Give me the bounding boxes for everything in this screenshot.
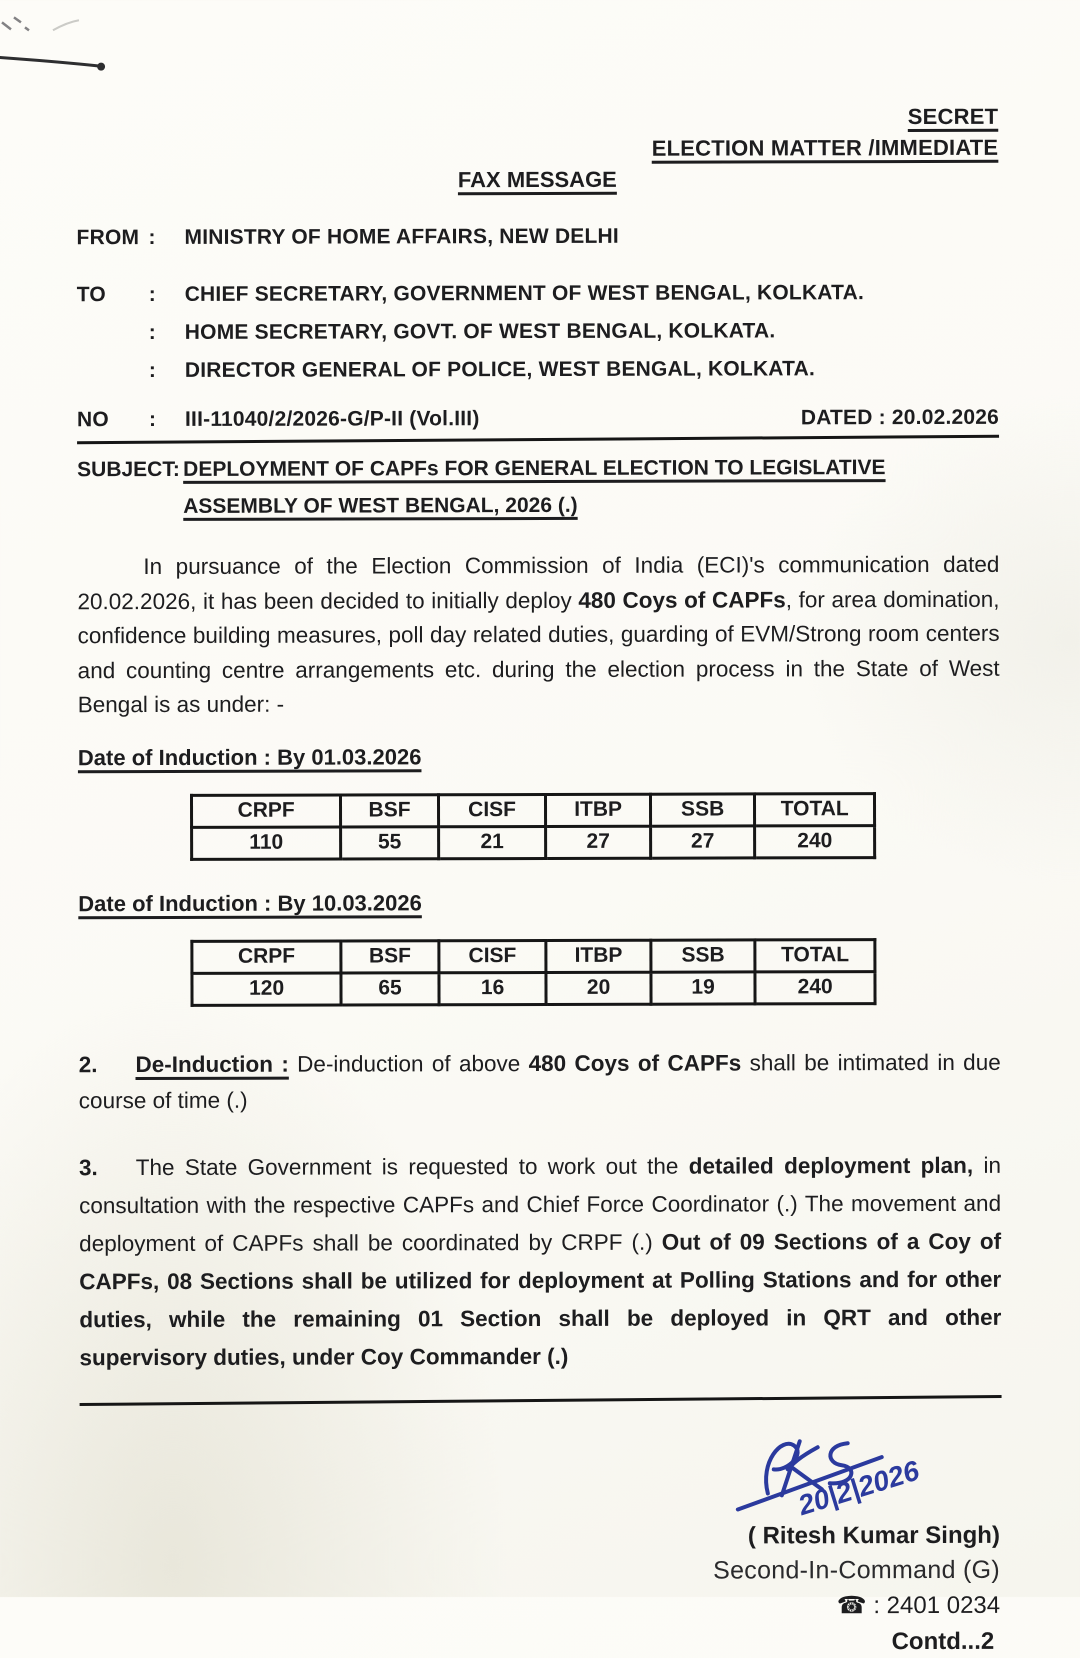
to-row [77,350,999,390]
body-paragraph-1 [77,548,999,723]
para1-text: , for area domination, confidence building measures, poll day related duties, guarding of EVM/Strong room centers and counting centre arrangements etc. during the election process in the State of West Bengal is as under: - [77,586,1000,718]
para2-bold: 480 Coys of CAPFs [528,1050,742,1077]
signatory-phone [80,1590,1000,1621]
para3-bold: Out of 09 Sections of a Coy of CAPFs, 08 Sections shall be utilized for deployment at Polling Stations and for other duties, while the remaining 01 Section shall be deployed in QRT and other supervisory duties, under Coy Commander (.) [79,1228,1002,1371]
table-header-cell: SSB [651,940,756,972]
horizontal-rule-bottom [80,1394,1002,1405]
no-label: NO [76,408,109,432]
table-header-cell: TOTAL [755,940,875,972]
body-paragraph-3 [79,1147,1002,1377]
table-value-cell: 27 [650,826,755,858]
horizontal-rule-top [77,435,999,444]
subject-label: SUBJECT: [77,457,180,482]
to-recipient: CHIEF SECRETARY, GOVERNMENT OF WEST BENGAL, KOLKATA. [184,281,865,306]
from-colon: : [148,226,156,250]
table-header-cell: CRPF [191,795,340,827]
para2-text: shall be intimated in due course of time (.) [78,1049,1001,1114]
induction-date-heading-1-text: Date of Induction : By 01.03.2026 [77,744,422,771]
induction-date-heading-2-text: Date of Induction : By 10.03.2026 [78,890,422,917]
table-value-row [192,972,875,1006]
table-header-cell: SSB [650,794,755,826]
induction-table-2 [190,938,876,1007]
table-header-cell: CRPF [192,941,341,973]
to-row [77,312,999,352]
continuation-note: Contd...2 [891,1627,995,1655]
reference-number: III-11040/2/2026-G/P-II (Vol.III) [184,407,480,431]
subject-row [77,449,999,525]
table-value-cell: 240 [755,826,875,858]
table-value-cell: 65 [341,973,439,1005]
para2-text: De-induction of above [288,1051,529,1077]
secret-marking: SECRET [907,103,999,130]
subject-text: DEPLOYMENT OF CAPFs FOR GENERAL ELECTION TO LEGISLATIVE ASSEMBLY OF WEST BENGAL, 2026 (.) [183,456,886,518]
phone-number: 2401 0234 [886,1591,1001,1619]
priority-marking: ELECTION MATTER /IMMEDIATE [651,134,999,161]
para2-heading: De-Induction : [135,1051,289,1078]
para3-number: 3. [78,1155,98,1181]
to-colon: : [148,359,157,383]
to-label-empty [77,314,149,352]
to-colon: : [148,283,156,307]
to-recipient: HOME SECRETARY, GOVT. OF WEST BENGAL, KOLKATA. [184,319,776,344]
classification-header [76,0,998,165]
table-value-cell: 55 [341,827,439,859]
document-title-row [76,166,998,194]
table-value-row [192,826,875,860]
table-header-cell: ITBP [546,940,651,972]
table-header-cell: TOTAL [755,794,875,826]
para2-number: 2. [78,1052,98,1078]
table-value-cell: 27 [546,826,651,858]
para1-text: In pursuance of the Election Commission of India (ECI)'s communication dated 20.02.2026, it has been decided to initially deploy [77,551,1000,614]
table-header-cell: BSF [341,795,439,827]
para3-text: in consultation with the respective CAPFs and Chief Force Coordinator (.) The movement and deployment of CAPFs shall be coordinated by CRPF (.) [79,1152,1002,1257]
dated-label: DATED : [800,406,886,430]
table-value-cell: 20 [546,972,651,1004]
table-value-cell: 240 [755,972,875,1004]
to-block [77,274,999,390]
from-label: FROM [76,226,140,250]
to-recipient: DIRECTOR GENERAL OF POLICE, WEST BENGAL, KOLKATA. [184,357,815,382]
to-label-empty [77,352,149,390]
handwritten-signature [730,1430,970,1523]
table-header-cell: CISF [439,940,547,972]
from-value: MINISTRY OF HOME AFFAIRS, NEW DELHI [184,224,619,249]
signatory-designation: Second-In-Command (G) [713,1555,1001,1585]
document-title: FAX MESSAGE [457,166,617,193]
dated-value: 20.02.2026 [891,405,1000,430]
no-colon: : [148,408,157,432]
table-header-row [191,794,874,828]
table-header-cell: ITBP [546,794,651,826]
signature-block [80,1408,1003,1657]
to-label: TO [76,283,106,307]
table-header-row [192,940,875,974]
phone-separator: : [873,1591,881,1619]
table-header-cell: CISF [438,794,546,826]
induction-date-heading-2 [78,889,1000,917]
induction-date-heading-1 [78,743,1000,771]
table-value-cell: 21 [438,826,546,858]
signatory-name: ( Ritesh Kumar Singh) [747,1521,1000,1549]
phone-icon: ☎ [836,1591,867,1619]
signature-date: 20|2|2026 [794,1454,923,1521]
para3-text: The State Government is requested to work out the [135,1153,689,1181]
to-row [77,274,999,314]
table-value-cell: 16 [439,972,547,1004]
from-row [77,224,999,250]
para1-bold: 480 Coys of CAPFs [578,586,786,613]
pen-scribble-marks [0,5,148,80]
no-value-wrap [185,406,999,432]
reference-number-row [77,406,999,432]
table-value-cell: 120 [192,973,341,1005]
induction-table-1 [190,792,876,861]
body-paragraph-2 [79,1045,1001,1119]
table-value-cell: 19 [651,972,756,1004]
para3-bold: detailed deployment plan, [688,1152,974,1179]
table-value-cell: 110 [192,827,341,859]
to-colon: : [148,321,157,345]
table-header-cell: BSF [341,941,439,973]
dated-group [801,406,999,431]
